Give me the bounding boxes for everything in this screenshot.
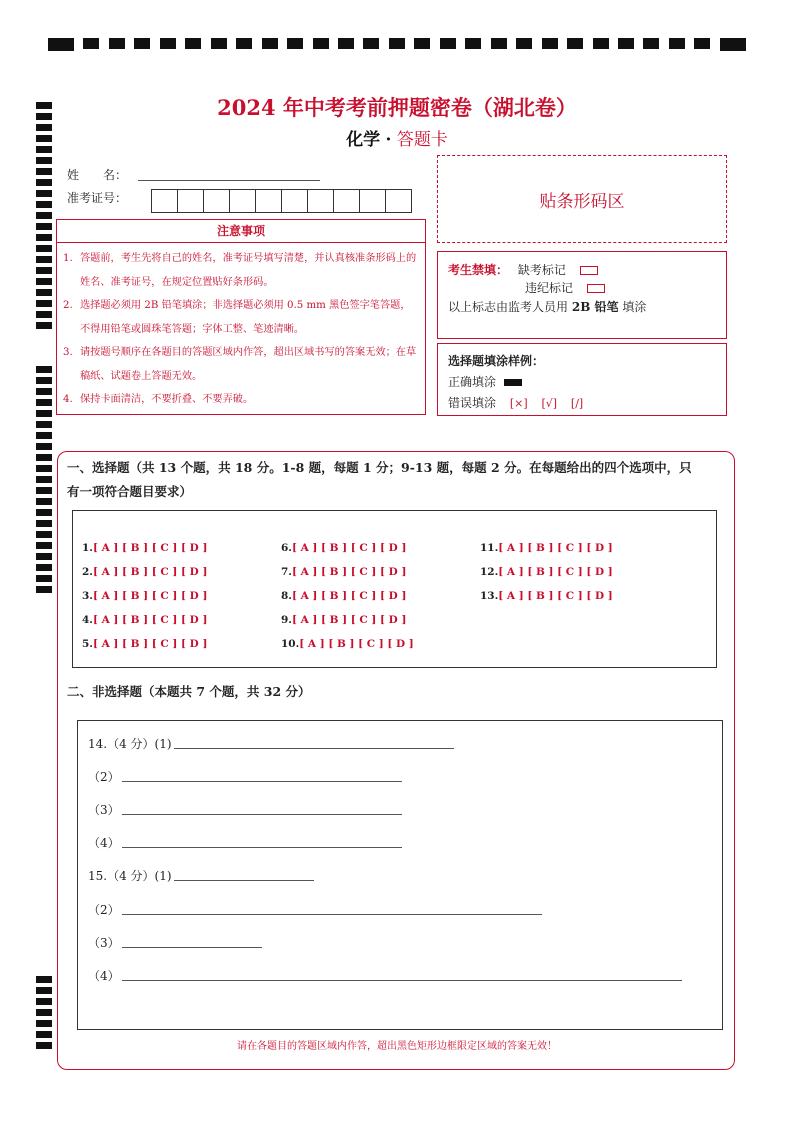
name-label: 姓 名： bbox=[67, 168, 128, 182]
question-3[interactable]: 3.[ A ] [ B ] [ C ] [ D ] bbox=[82, 590, 208, 602]
barcode-label: 贴条形码区 bbox=[539, 191, 625, 212]
answer-line[interactable] bbox=[174, 879, 314, 881]
notice-list bbox=[57, 243, 425, 412]
answer-15-4[interactable] bbox=[88, 967, 682, 984]
notice-item bbox=[63, 294, 417, 341]
section1-heading-line1: 一、选择题（共 13 个题，共 18 分。1-8 题，每题 1 分；9-13 题，每题 2 分。在每题给出的四个选项中，只 bbox=[67, 460, 692, 475]
answer-line[interactable] bbox=[122, 979, 682, 981]
correct-fill-label: 正确填涂 bbox=[448, 375, 497, 389]
question-4[interactable]: 4.[ A ] [ B ] [ C ] [ D ] bbox=[82, 614, 208, 626]
question-13[interactable]: 13.[ A ] [ B ] [ C ] [ D ] bbox=[480, 590, 613, 602]
violation-mark-label: 违纪标记 bbox=[525, 281, 574, 295]
answer-label: （3） bbox=[88, 803, 120, 817]
question-8[interactable]: 8.[ A ] [ B ] [ C ] [ D ] bbox=[281, 590, 407, 602]
answer-label: 15.（4 分）(1) bbox=[88, 869, 172, 883]
proctor-only-box bbox=[437, 251, 727, 339]
notice-item-text: 选择题必须用 2B 铅笔填涂；非选择题必须用 0.5 mm 黑色签字笔答题，不得用铅笔或圆珠笔答题；字体工整、笔迹清晰。 bbox=[80, 300, 411, 335]
fill-sample-box bbox=[437, 343, 727, 416]
notice-item-num: 2. bbox=[63, 300, 73, 311]
notice-item-num: 4. bbox=[63, 394, 73, 405]
barcode-area bbox=[437, 155, 727, 243]
question-11[interactable]: 11.[ A ] [ B ] [ C ] [ D ] bbox=[480, 542, 613, 554]
ban-note-bold: 2B 铅笔 bbox=[571, 300, 619, 314]
page-title: 2024 年中考考前押题密卷（湖北卷） bbox=[217, 95, 577, 120]
footer-warning: 请在各题目的答题区域内作答，超出黑色矩形边框限定区域的答案无效！ bbox=[237, 1041, 557, 1052]
notice-item bbox=[63, 388, 417, 412]
id-number-boxes[interactable] bbox=[151, 189, 412, 213]
notice-box bbox=[56, 219, 426, 415]
wrong-mark: [/] bbox=[570, 397, 584, 410]
wrong-mark: [√] bbox=[541, 397, 558, 410]
question-2[interactable]: 2.[ A ] [ B ] [ C ] [ D ] bbox=[82, 566, 208, 578]
page-subtitle bbox=[0, 125, 794, 150]
answer-label: （4） bbox=[88, 836, 120, 850]
notice-item-num: 3. bbox=[63, 347, 73, 358]
notice-item bbox=[63, 341, 417, 388]
question-12[interactable]: 12.[ A ] [ B ] [ C ] [ D ] bbox=[480, 566, 613, 578]
notice-item bbox=[63, 247, 417, 294]
name-field[interactable] bbox=[138, 180, 320, 181]
answer-label: （2） bbox=[88, 903, 120, 917]
multiple-choice-box bbox=[72, 510, 717, 668]
free-response-box bbox=[77, 720, 723, 1030]
answer-line[interactable] bbox=[122, 846, 402, 848]
answer-label: （4） bbox=[88, 969, 120, 983]
top-timing-marks bbox=[48, 38, 746, 52]
left-timing-marks-middle bbox=[36, 366, 52, 597]
question-6[interactable]: 6.[ A ] [ B ] [ C ] [ D ] bbox=[281, 542, 407, 554]
answer-line[interactable] bbox=[174, 747, 454, 749]
id-label: 准考证号： bbox=[67, 191, 128, 205]
question-1[interactable]: 1.[ A ] [ B ] [ C ] [ D ] bbox=[82, 542, 208, 554]
answer-14-1[interactable] bbox=[88, 735, 454, 752]
ban-note-prefix: 以上标志由监考人员用 bbox=[448, 300, 569, 314]
answer-line[interactable] bbox=[122, 913, 542, 915]
sample-title: 选择题填涂样例： bbox=[448, 354, 545, 368]
card-label: 答题卡 bbox=[396, 130, 448, 150]
notice-heading: 注意事项 bbox=[57, 220, 425, 243]
wrong-mark: [×] bbox=[509, 397, 528, 410]
notice-item-text: 保持卡面清洁，不要折叠、不要弄破。 bbox=[80, 394, 254, 405]
wrong-fill-label: 错误填涂 bbox=[448, 396, 497, 410]
notice-item-num: 1. bbox=[63, 253, 73, 264]
question-10[interactable]: 10.[ A ] [ B ] [ C ] [ D ] bbox=[281, 638, 414, 650]
subtitle-dot: · bbox=[385, 130, 392, 150]
ban-label: 考生禁填： bbox=[448, 263, 509, 277]
answer-14-2[interactable] bbox=[88, 768, 402, 785]
answer-15-3[interactable] bbox=[88, 934, 262, 951]
answer-14-4[interactable] bbox=[88, 834, 402, 851]
subject-label: 化学 bbox=[346, 130, 381, 150]
notice-item-text: 答题前，考生先将自己的姓名，准考证号填写清楚，并认真核准条形码上的姓名、准考证号，在规定位置贴好条形码。 bbox=[80, 253, 417, 288]
answer-label: （3） bbox=[88, 936, 120, 950]
section2-heading: 二、非选择题（本题共 7 个题，共 32 分） bbox=[67, 684, 311, 699]
question-7[interactable]: 7.[ A ] [ B ] [ C ] [ D ] bbox=[281, 566, 407, 578]
answer-15-2[interactable] bbox=[88, 901, 542, 918]
answer-line[interactable] bbox=[122, 813, 402, 815]
violation-mark-box[interactable] bbox=[587, 284, 605, 293]
absent-mark-box[interactable] bbox=[580, 266, 598, 275]
question-9[interactable]: 9.[ A ] [ B ] [ C ] [ D ] bbox=[281, 614, 407, 626]
answer-label: （2） bbox=[88, 770, 120, 784]
absent-mark-label: 缺考标记 bbox=[517, 263, 566, 277]
answer-14-3[interactable] bbox=[88, 801, 402, 818]
notice-item-text: 请按题号顺序在各题目的答题区域内作答，超出区域书写的答案无效；在草稿纸、试题卷上答题无效。 bbox=[80, 347, 417, 382]
answer-label: 14.（4 分）(1) bbox=[88, 737, 172, 751]
question-5[interactable]: 5.[ A ] [ B ] [ C ] [ D ] bbox=[82, 638, 208, 650]
answer-line[interactable] bbox=[122, 946, 262, 948]
section1-heading-line2: 有一项符合题目要求） bbox=[67, 484, 193, 499]
ban-note-suffix: 填涂 bbox=[622, 300, 647, 314]
section1-heading bbox=[67, 456, 727, 504]
answer-line[interactable] bbox=[122, 780, 402, 782]
answer-15-1[interactable] bbox=[88, 867, 314, 884]
correct-fill-mark bbox=[504, 379, 522, 386]
